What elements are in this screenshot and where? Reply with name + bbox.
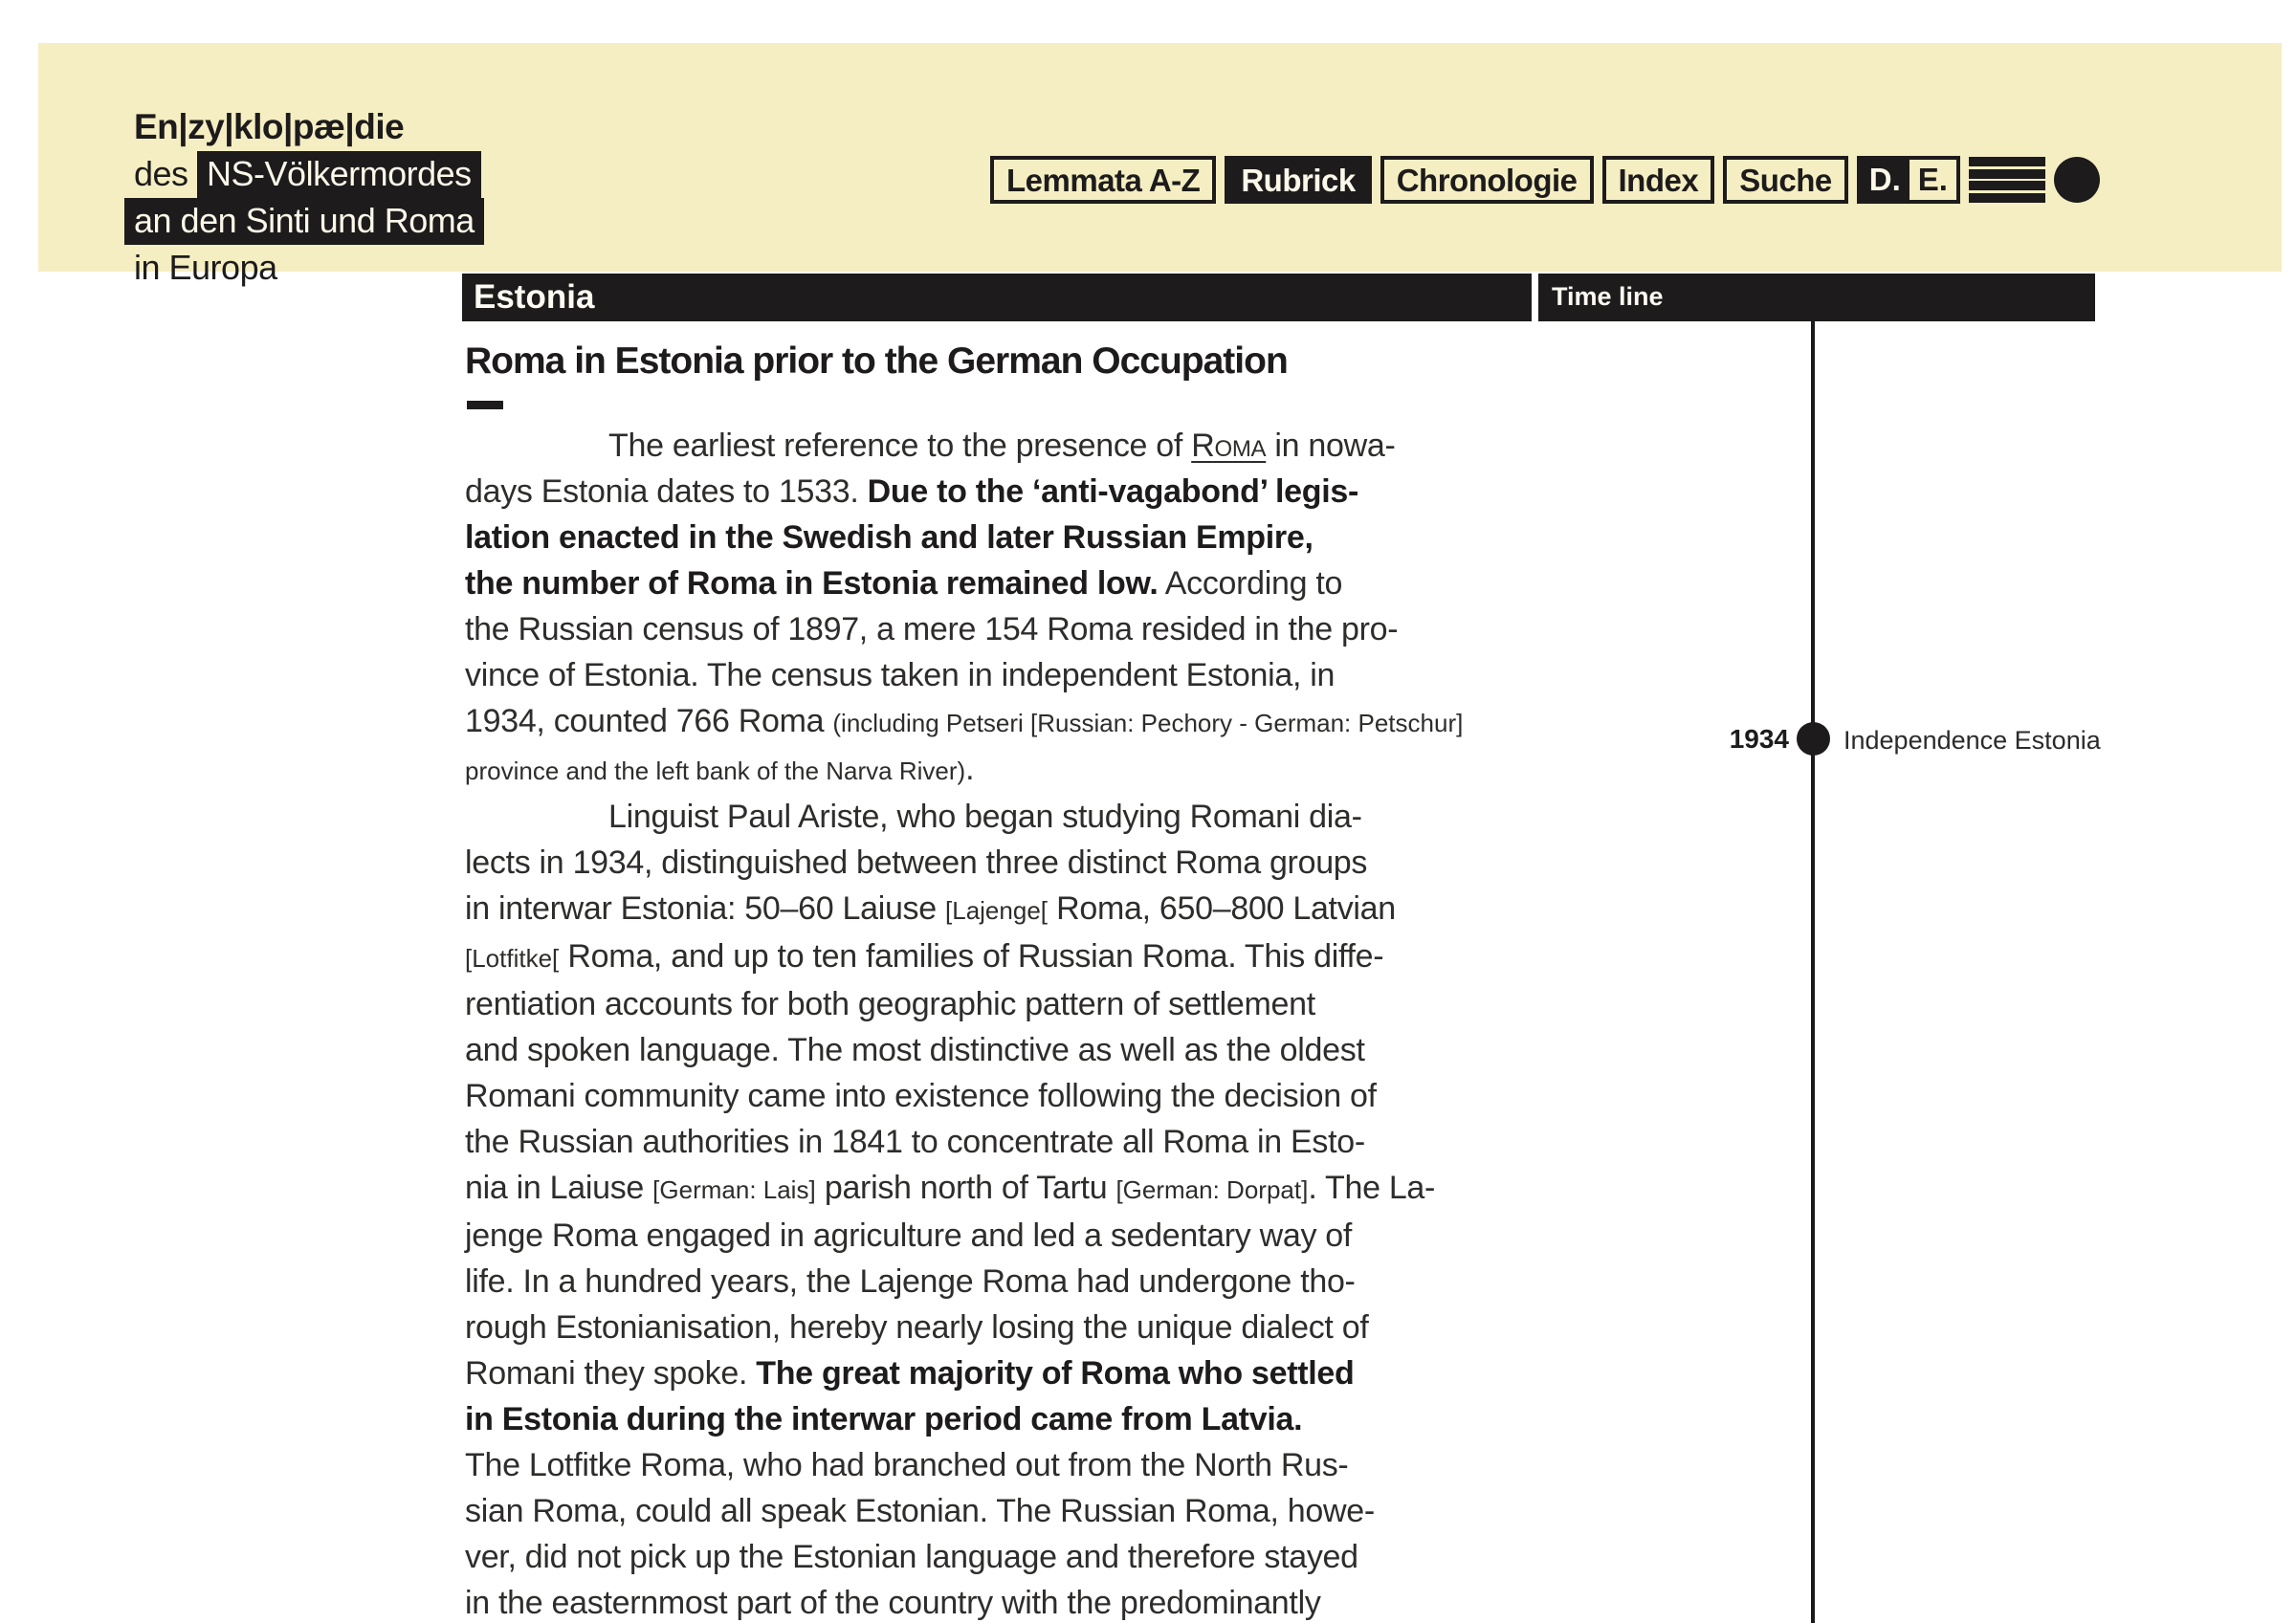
text-segment: The great majority of Roma who settled [756,1355,1355,1392]
lang-german[interactable]: D. [1861,160,1910,200]
nav-chronologie[interactable]: Chronologie [1380,156,1594,204]
paragraph [465,794,1538,1623]
text-segment: According to [1158,565,1343,602]
text-segment: lects in 1934, distinguished between three distinct Roma groups [465,844,1368,881]
text-segment: in Estonia during the interwar period came from Latvia. [465,1401,1303,1437]
dash-divider [467,401,503,409]
article-heading: Roma in Estonia prior to the German Occupation [465,340,1288,382]
logo-line-4: in Europa [134,248,277,287]
text-segment: lation enacted in the Swedish and later Russian Empire, [465,519,1314,556]
text-segment: The Lotfitke Roma, who had branched out from the North Rus- [465,1447,1349,1483]
menu-bar [1969,193,2045,203]
menu-bar [1969,157,2045,166]
nav-rubrick[interactable]: Rubrick [1225,156,1371,204]
article-body [465,423,1538,1623]
text-segment: ver, did not pick up the Estonian language and therefore stayed [465,1539,1358,1575]
logo-line-2 [134,150,484,197]
text-segment: . The La- [1308,1170,1436,1206]
article-title: Estonia [474,278,595,316]
header-band [38,43,2282,287]
menu-bar [1969,181,2045,190]
timeline-event-label: Independence Estonia [1843,726,2101,755]
text-segment: in interwar Estonia: 50–60 Laiuse [465,890,946,927]
main-nav [990,156,2100,204]
timeline-event-year: 1934 [1729,724,1789,754]
text-segment: province and the left bank of the Narva River) [465,757,966,785]
logo-line-2-highlight: NS-Völkermordes [197,151,481,198]
text-segment: Romani community came into existence following the decision of [465,1078,1377,1114]
text-segment: life. In a hundred years, the Lajenge Roma had undergone tho- [465,1263,1356,1300]
text-segment: Linguist Paul Ariste, who began studying Romani dia- [608,799,1362,835]
nav-lemmata-a-z[interactable]: Lemmata A-Z [990,156,1216,204]
text-segment: the number of Roma in Estonia remained low. [465,565,1159,602]
text-segment: rough Estonianisation, hereby nearly losing the unique dialect of [465,1309,1369,1346]
nav-suche[interactable]: Suche [1723,156,1848,204]
text-segment: 1934, counted 766 Roma [465,703,833,739]
text-segment: sian Roma, could all speak Estonian. The Russian Roma, howe- [465,1493,1375,1529]
text-segment: the Russian authorities in 1841 to concentrate all Roma in Esto- [465,1124,1365,1160]
article-title-bar [462,274,1532,321]
text-segment: and spoken language. The most distinctive as well as the oldest [465,1032,1365,1068]
site-logo[interactable] [134,103,484,291]
text-segment: Romani they spoke. [465,1355,757,1392]
roma-link[interactable]: Roma [1191,428,1267,464]
text-segment: [German: Dorpat] [1115,1175,1309,1204]
text-segment: jenge Roma engaged in agriculture and led a sedentary way of [465,1217,1353,1254]
text-segment: . [965,751,975,787]
text-segment: vince of Estonia. The census taken in independent Estonia, in [465,657,1336,693]
language-switcher[interactable] [1857,156,1960,204]
text-segment: Due to the ‘anti-vagabond’ legis- [867,473,1359,510]
text-segment: in nowa- [1266,428,1396,464]
text-segment: parish north of Tartu [815,1170,1116,1206]
text-segment: [Lajenge[ [945,896,1048,925]
nav-index[interactable]: Index [1602,156,1715,204]
logo-line-3 [124,197,484,244]
text-segment: in the easternmost part of the country with the predominantly [465,1585,1321,1621]
lang-english[interactable]: E. [1917,162,1948,197]
logo-line-3-highlight: an den Sinti und Roma [124,198,484,245]
text-segment: The earliest reference to the presence of [608,428,1192,464]
timeline-title-bar [1538,274,2095,321]
timeline-title: Time line [1552,282,1664,311]
text-segment: Roma, 650–800 Latvian [1048,890,1396,927]
text-segment: (including Petseri [Russian: Pechory - German: Petschur] [832,709,1464,737]
text-segment: [German: Lais] [652,1175,816,1204]
text-segment: days Estonia dates to 1533. [465,473,868,510]
text-segment: nia in Laiuse [465,1170,653,1206]
text-segment: rentiation accounts for both geographic pattern of settlement [465,986,1315,1022]
timeline-event-dot[interactable] [1797,722,1830,756]
menu-icon[interactable] [1969,157,2045,203]
paragraph [465,423,1538,794]
menu-bar [1969,169,2045,179]
article [465,340,1538,1623]
text-segment: the Russian census of 1897, a mere 154 Roma resided in the pro- [465,611,1399,647]
logo-line-1: En|zy|klo|pæ|die [134,107,405,146]
timeline-axis [1811,321,1815,1623]
text-segment: Roma, and up to ten families of Russian Roma. This diffe- [559,938,1384,975]
logo-line-2-prefix: des [134,154,198,193]
nav-buttons [990,156,1848,204]
circle-icon[interactable] [2054,157,2100,203]
text-segment: [Lotfitke[ [465,944,560,973]
